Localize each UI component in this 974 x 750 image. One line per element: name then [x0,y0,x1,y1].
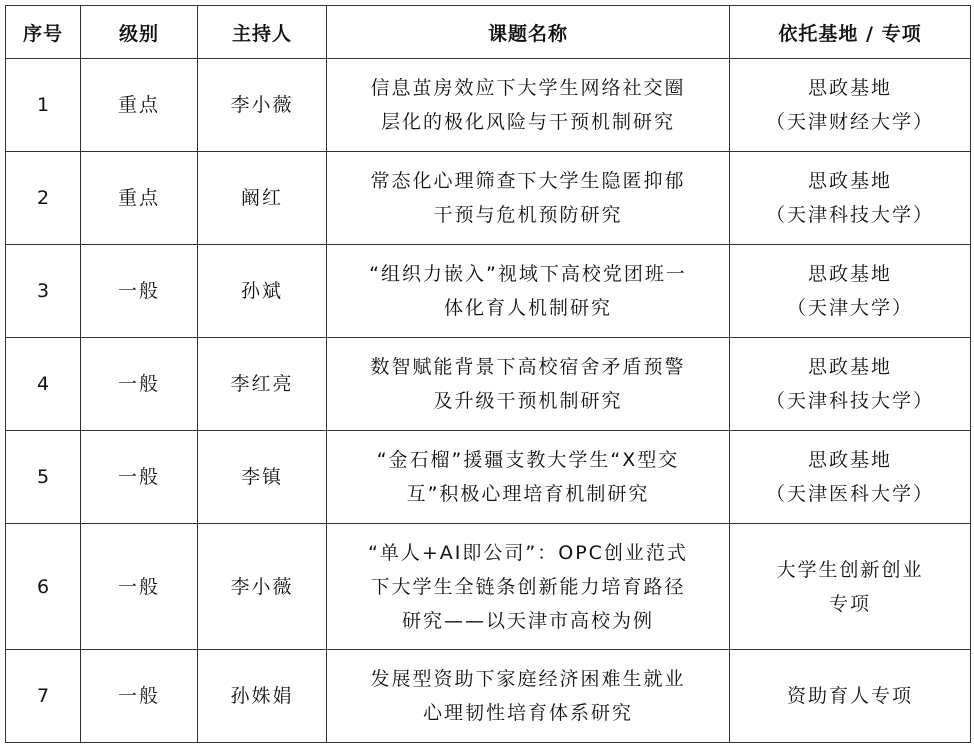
base-line: 思政基地 [807,356,892,378]
cell-level: 一般 [81,431,198,524]
base-line: 资助育人专项 [786,685,913,707]
cell-level: 重点 [81,152,198,245]
cell-host: 孙斌 [198,245,327,338]
title-line: 心理韧性培育体系研究 [422,702,633,724]
title-line: 常态化心理筛查下大学生隐匿抑郁 [370,170,686,192]
header-base: 依托基地 / 专项 [730,6,971,59]
base-line: （天津财经大学） [765,111,934,133]
cell-no: 3 [6,245,81,338]
table-row [6,245,971,338]
cell-level: 一般 [81,650,198,743]
cell-level: 一般 [81,245,198,338]
title-line: “组织力嵌入”视域下高校党团班一 [369,263,687,285]
title-line: 及升级干预机制研究 [433,390,623,412]
cell-host: 阚红 [198,152,327,245]
header-level: 级别 [81,6,198,59]
title-line: “金石榴”援疆支教大学生“X型交 [376,449,680,471]
header-row [6,6,971,59]
cell-title [327,524,730,650]
cell-host: 李红亮 [198,338,327,431]
base-line: 专项 [828,592,871,615]
cell-host: 李小薇 [198,524,327,650]
header-host: 主持人 [198,6,327,59]
table-row [6,59,971,152]
base-line: 思政基地 [807,263,892,285]
cell-no: 4 [6,338,81,431]
header-no: 序号 [6,6,81,59]
cell-base [730,245,971,338]
table-row [6,338,971,431]
projects-table [5,5,971,743]
cell-title [327,152,730,245]
title-line: 干预与危机预防研究 [433,204,623,226]
title-line: 互”积极心理培育机制研究 [406,483,650,505]
cell-base [730,431,971,524]
cell-level: 重点 [81,59,198,152]
title-line: 体化育人机制研究 [443,297,612,319]
cell-base [730,59,971,152]
cell-no: 1 [6,59,81,152]
cell-title [327,650,730,743]
cell-title [327,245,730,338]
cell-title [327,431,730,524]
cell-level: 一般 [81,524,198,650]
base-line: （天津科技大学） [765,204,934,226]
cell-base [730,338,971,431]
cell-host: 李镇 [198,431,327,524]
base-line: （天津医科大学） [765,483,934,505]
cell-base [730,650,971,743]
table-row [6,431,971,524]
cell-base [730,152,971,245]
title-line: 层化的极化风险与干预机制研究 [380,111,675,133]
title-line: 发展型资助下家庭经济困难生就业 [370,668,686,690]
cell-no: 7 [6,650,81,743]
base-line: （天津大学） [786,297,913,319]
title-line: “单人+AI即公司”：OPC创业范式 [368,541,688,564]
cell-host: 孙姝娟 [198,650,327,743]
base-line: 思政基地 [807,449,892,471]
base-line: 大学生创新创业 [776,558,924,581]
cell-no: 5 [6,431,81,524]
title-line: 数智赋能背景下高校宿舍矛盾预警 [370,356,686,378]
table-row [6,650,971,743]
cell-host: 李小薇 [198,59,327,152]
cell-no: 2 [6,152,81,245]
base-line: 思政基地 [807,77,892,99]
table-row [6,524,971,650]
cell-base [730,524,971,650]
cell-no: 6 [6,524,81,650]
table-row [6,152,971,245]
base-line: （天津科技大学） [765,390,934,412]
cell-title [327,338,730,431]
title-line: 下大学生全链条创新能力培育路径 [370,575,686,598]
cell-title [327,59,730,152]
header-title: 课题名称 [327,6,730,59]
title-line: 研究——以天津市高校为例 [401,609,654,632]
cell-level: 一般 [81,338,198,431]
base-line: 思政基地 [807,170,892,192]
title-line: 信息茧房效应下大学生网络社交圈 [370,77,686,99]
